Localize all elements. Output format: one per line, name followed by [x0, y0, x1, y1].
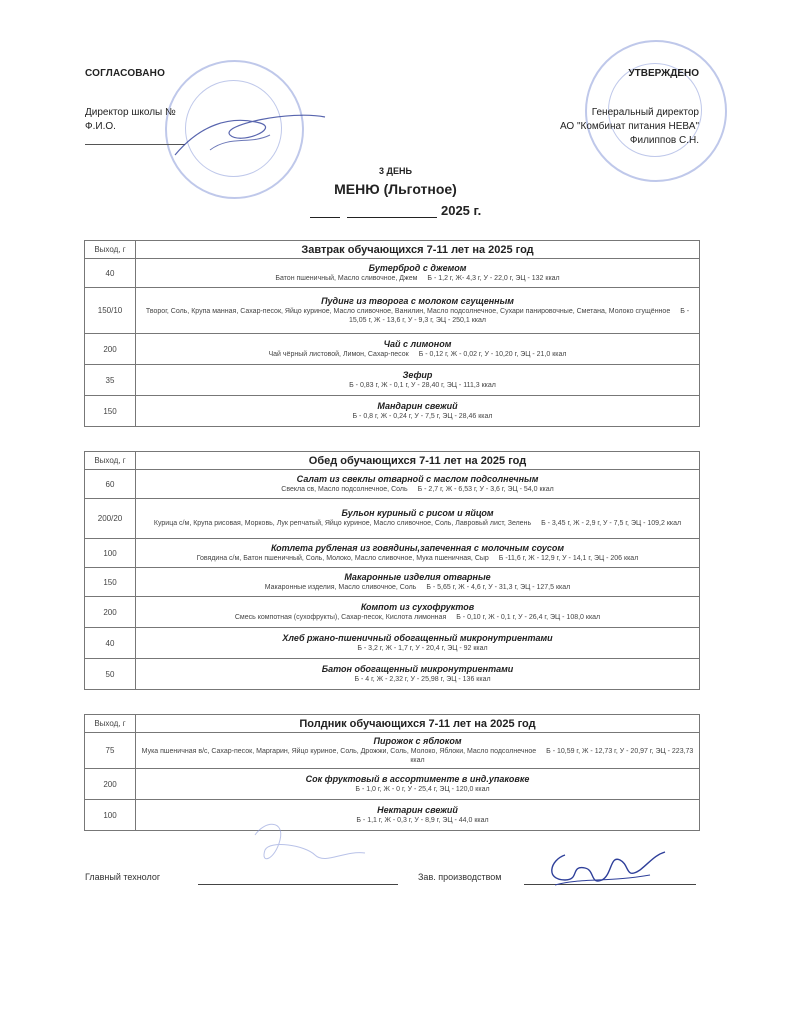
dish-nutrition: Б - 4 г, Ж - 2,32 г, У - 25,98 г, ЭЦ - 136 ккал: [354, 675, 491, 683]
dish-cell: [136, 470, 700, 499]
approved-title: УТВЕРЖДЕНО: [628, 68, 699, 79]
dish-name: Зефир: [402, 369, 433, 380]
dish-name: Салат из свеклы отварной с маслом подсолнечным: [296, 473, 539, 484]
dish-name: Котлета рубленая из говядины,запеченная с молочным соусом: [270, 542, 565, 553]
table-row: [85, 259, 700, 288]
approved-company: АО "Комбинат питания НЕВА": [559, 121, 699, 132]
date-year: 2025 г.: [440, 203, 482, 218]
dish-cell: [136, 499, 700, 539]
snack-table: [84, 714, 700, 831]
dish-name: Мандарин свежий: [377, 400, 458, 411]
dish-composition: Говядина с/м, Батон пшеничный, Соль, Молоко, Масло сливочное, Мука пшеничная, Сыр: [196, 554, 489, 562]
chief-technologist-signature-line: [198, 884, 398, 885]
chief-technologist-label: Главный технолог: [85, 872, 161, 882]
dish-nutrition: Б - 1,0 г, Ж - 0 г, У - 25,4 г, ЭЦ - 120,0 ккал: [355, 785, 490, 793]
technologist-signature-icon: [245, 815, 375, 875]
output-cell: 40: [85, 628, 136, 659]
breakfast-title: Завтрак обучающихся 7-11 лет на 2025 год: [136, 241, 700, 259]
dish-nutrition: Б - 0,10 г, Ж - 0,1 г, У - 26,4 г, ЭЦ - 108,0 ккал: [456, 613, 601, 621]
table-row: [85, 499, 700, 539]
dish-cell: [136, 769, 700, 800]
day-label: 3 ДЕНЬ: [379, 166, 412, 176]
dish-composition: Чай чёрный листовой, Лимон, Сахар-песок: [268, 350, 409, 358]
table-row: [85, 628, 700, 659]
table-row: [85, 365, 700, 396]
table-row: [85, 288, 700, 334]
output-cell: 100: [85, 800, 136, 831]
table-row: [85, 539, 700, 568]
approved-name: Филиппов С.Н.: [629, 135, 699, 146]
lunch-table: [84, 451, 700, 690]
dish-composition: Свекла св, Масло подсолнечное, Соль: [281, 485, 408, 493]
dish-name: Хлеб ржано-пшеничный обогащенный микронутриентами: [282, 632, 553, 643]
dish-name: Компот из сухофруктов: [360, 601, 475, 612]
dish-cell: [136, 733, 700, 769]
dish-nutrition: Б - 1,2 г, Ж- 4,3 г, У - 22,0 г, ЭЦ - 132 ккал: [427, 274, 560, 282]
menu-title: МЕНЮ (Льготное): [334, 181, 457, 197]
output-header: Выход, г: [85, 452, 136, 470]
dish-name: Сок фруктовый в ассортименте в инд.упаковке: [305, 773, 530, 784]
output-cell: 200: [85, 597, 136, 628]
dish-name: Бутерброд с джемом: [368, 262, 467, 273]
approved-block: [439, 68, 699, 146]
dish-name: Макаронные изделия отварные: [344, 571, 491, 582]
director-signature-icon: [170, 105, 330, 165]
table-row: [85, 733, 700, 769]
output-cell: 200: [85, 334, 136, 365]
table-header-row: [85, 241, 700, 259]
dish-composition: Батон пшеничный, Масло сливочное, Джем: [275, 274, 418, 282]
table-row: [85, 470, 700, 499]
dish-cell: [136, 659, 700, 690]
dish-composition: Макаронные изделия, Масло сливочное, Соль: [264, 583, 417, 591]
dish-composition: Смесь компотная (сухофрукты), Сахар-песок, Кислота лимонная: [234, 613, 447, 621]
table-row: [85, 334, 700, 365]
output-header: Выход, г: [85, 715, 136, 733]
dish-nutrition: Б - 15,05 г, Ж - 13,6 г, У - 9,3 г, ЭЦ - 250,1 ккал: [349, 307, 690, 324]
table-row: [85, 659, 700, 690]
agreed-title: СОГЛАСОВАНО: [85, 68, 166, 79]
table-header-row: [85, 715, 700, 733]
output-cell: 100: [85, 539, 136, 568]
dish-nutrition: Б - 3,45 г, Ж - 2,9 г, У - 7,5 г, ЭЦ - 109,2 ккал: [541, 520, 682, 528]
dish-cell: [136, 628, 700, 659]
dish-cell: [136, 288, 700, 334]
dish-cell: [136, 800, 700, 831]
dish-name: Пирожок с яблоком: [373, 735, 462, 746]
lunch-title: Обед обучающихся 7-11 лет на 2025 год: [136, 452, 700, 470]
table-row: [85, 597, 700, 628]
dish-name: Пудинг из творога с молоком сгущенным: [321, 295, 514, 306]
date-line: [0, 203, 791, 218]
date-day-blank: [310, 205, 340, 218]
dish-nutrition: Б - 2,7 г, Ж - 6,53 г, У - 3,6 г, ЭЦ - 54,0 ккал: [417, 485, 554, 493]
output-cell: 50: [85, 659, 136, 690]
table-row: [85, 800, 700, 831]
output-cell: 35: [85, 365, 136, 396]
date-month-blank: [347, 205, 437, 218]
dish-cell: [136, 396, 700, 427]
output-header: Выход, г: [85, 241, 136, 259]
dish-nutrition: Б - 1,1 г, Ж - 0,3 г, У - 8,9 г, ЭЦ - 44,0 ккал: [356, 816, 489, 824]
dish-nutrition: Б - 0,8 г, Ж - 0,24 г, У - 7,5 г, ЭЦ - 28,46 ккал: [352, 412, 493, 420]
dish-name: Чай с лимоном: [383, 338, 452, 349]
dish-cell: [136, 597, 700, 628]
dish-cell: [136, 259, 700, 288]
dish-name: Батон обогащенный микронутриентами: [321, 663, 514, 674]
output-cell: 150: [85, 568, 136, 597]
dish-composition: Курица с/м, Крупа рисовая, Морковь, Лук репчатый, Яйцо куриное, Масло сливочное, Соль, Лавровый лист, Зелень: [153, 520, 532, 528]
table-row: [85, 396, 700, 427]
output-cell: 60: [85, 470, 136, 499]
table-row: [85, 769, 700, 800]
dish-cell: [136, 334, 700, 365]
output-cell: 200: [85, 769, 136, 800]
table-header-row: [85, 452, 700, 470]
production-head-label: Зав. производством: [418, 872, 502, 882]
dish-nutrition: Б -11,6 г, Ж - 12,9 г, У - 14,1 г, ЭЦ - 206 ккал: [498, 554, 639, 562]
dish-cell: [136, 539, 700, 568]
dish-nutrition: Б - 3,2 г, Ж - 1,7 г, У - 20,4 г, ЭЦ - 92 ккал: [357, 644, 488, 652]
dish-composition: Творог, Соль, Крупа манная, Сахар-песок, Яйцо куриное, Масло сливочное, Ванилин, Масло подсолнечное, Сухари панировочные, Сметана, Молоко сгущённое: [145, 307, 671, 315]
dish-nutrition: Б - 5,65 г, Ж - 4,6 г, У - 31,3 г, ЭЦ - 127,5 ккал: [426, 583, 571, 591]
output-cell: 40: [85, 259, 136, 288]
output-cell: 150/10: [85, 288, 136, 334]
snack-title: Полдник обучающихся 7-11 лет на 2025 год: [136, 715, 700, 733]
dish-nutrition: Б - 0,83 г, Ж - 0,1 г, У - 28,40 г, ЭЦ - 111,3 ккал: [349, 381, 496, 389]
dish-nutrition: Б - 0,12 г, Ж - 0,02 г, У - 10,20 г, ЭЦ - 21,0 ккал: [418, 350, 567, 358]
output-cell: 200/20: [85, 499, 136, 539]
breakfast-table: [84, 240, 700, 427]
agreed-director-line: Директор школы №: [85, 107, 176, 118]
agreed-name-line: Ф.И.О.: [85, 121, 116, 132]
dish-cell: [136, 568, 700, 597]
table-row: [85, 568, 700, 597]
dish-name: Нектарин свежий: [377, 804, 458, 815]
output-cell: 150: [85, 396, 136, 427]
production-head-signature-icon: [540, 840, 670, 895]
dish-nutrition: Б - 10,59 г, Ж - 12,73 г, У - 20,97 г, ЭЦ - 223,73 ккал: [410, 747, 694, 764]
output-cell: 75: [85, 733, 136, 769]
dish-cell: [136, 365, 700, 396]
dish-composition: Мука пшеничная в/с, Сахар-песок, Маргарин, Яйцо куриное, Соль, Дрожжи, Соль, Молоко, Яблоки, Масло подсолнечное: [141, 747, 537, 755]
dish-name: Бульон куриный с рисом и яйцом: [341, 508, 494, 519]
approved-position: Генеральный директор: [591, 107, 699, 118]
